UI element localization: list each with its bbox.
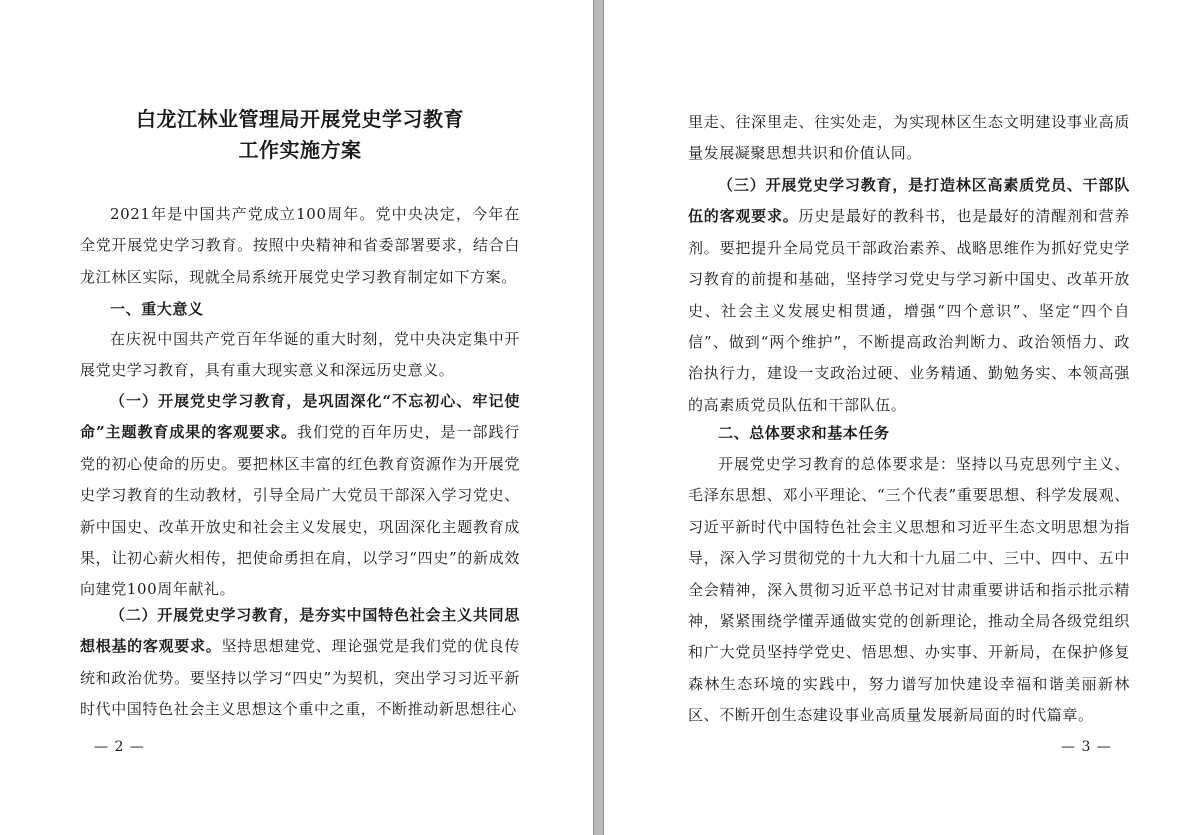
page-number: — 2 — bbox=[94, 739, 145, 755]
item-2-lead: （二）开展党史学习教育，是夯实中国特色社会主义共同思想根基的客观要求。 bbox=[80, 606, 520, 656]
intro-paragraph: 2021年是中国共产党成立100周年。党中央决定，今年在全党开展党史学习教育。按照中央精神和省委部署要求，结合白龙江林区实际，现就全局系统开展党史学习教育制定如下方案。 bbox=[80, 205, 520, 286]
item-1-lead: （一）开展党史学习教育，是巩固深化“不忘初心、牢记使命”主题教育成果的客观要求。 bbox=[80, 392, 520, 442]
item-3-lead: （三）开展党史学习教育，是打造林区高素质党员、干部队伍的客观要求。 bbox=[688, 176, 1130, 226]
section-heading-1: 一、重大意义 bbox=[110, 300, 204, 318]
item-3-body: 历史是最好的教科书，也是最好的清醒剂和营养剂。要把提升全局党员干部政治素养、战略思维作为抓好党史学习教育的前提和基础，坚持学习党史与学习新中国史、改革开放史、社会主义发展史相贯通，增强“四个意识”、坚定“四个自信”、做到“两个维护”，不断提高政治判断力、政治领悟力、政治执行力，建设一支政治过硬、业务精通、勤勉务实、本领高强的高素质党员队伍和干部队伍。 bbox=[688, 207, 1130, 414]
continuation-paragraph: 里走、往深里走、往实处走，为实现林区生态文明建设事业高质量发展凝聚思想共识和价值认同。 bbox=[688, 113, 1130, 163]
section-heading-2: 二、总体要求和基本任务 bbox=[718, 424, 890, 442]
requirements-paragraph: 开展党史学习教育的总体要求是：坚持以马克思列宁主义、毛泽东思想、邓小平理论、“三个代表”重要思想、科学发展观、习近平新时代中国特色社会主义思想和习近平生态文明思想为指导，深入学习贯彻党的十九大和十九届二中、三中、四中、五中全会精神，深入贯彻习近平总书记对甘肃重要讲话和指示批示精神，紧紧围绕学懂弄通做实党的创新理论，推动全局各级党组织和广大党员坚持学党史、悟思想、办实事、开新局，在保护修复森林生态环境的实践中，努力谱写加快建设幸福和谐美丽新林区、不断开创生态建设事业高质量发展新局面的时代篇章。 bbox=[688, 455, 1130, 725]
item-3-paragraph bbox=[688, 170, 1130, 421]
page-divider bbox=[593, 0, 604, 835]
item-1-paragraph bbox=[80, 386, 520, 606]
title-line-1: 白龙江林业管理局开展党史学习教育 bbox=[136, 107, 464, 131]
document-page-left bbox=[0, 0, 593, 835]
document-page-right bbox=[604, 0, 1199, 835]
page-number: — 3 — bbox=[1061, 739, 1112, 755]
title-line-2: 工作实施方案 bbox=[238, 138, 362, 162]
item-2-paragraph bbox=[80, 600, 520, 726]
item-1-body: 我们党的百年历史，是一部践行党的初心使命的历史。要把林区丰富的红色教育资源作为开展党史学习教育的生动教材，引导全局广大党员干部深入学习党史、新中国史、改革开放史和社会主义发展史，巩固深化主题教育成果，让初心薪火相传，把使命勇担在肩，以学习“四史”的新成效向建党100周年献礼。 bbox=[80, 423, 521, 599]
item-2-body: 坚持思想建党、理论强党是我们党的优良传统和政治优势。要坚持以学习“四史”为契机，突出学习习近平新时代中国特色社会主义思想这个重中之重，不断推动新思想往心 bbox=[80, 637, 520, 719]
document-title bbox=[80, 104, 520, 166]
significance-paragraph: 在庆祝中国共产党百年华诞的重大时刻，党中央决定集中开展党史学习教育，具有重大现实意义和深远历史意义。 bbox=[80, 330, 520, 380]
